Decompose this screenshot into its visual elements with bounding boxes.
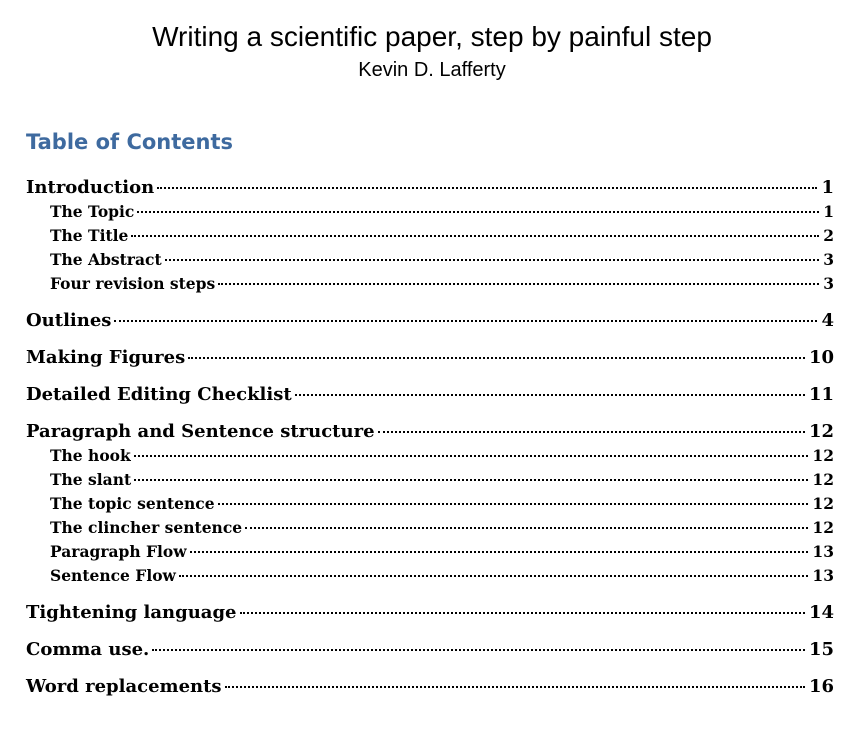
toc-entry-label: Paragraph Flow xyxy=(50,542,187,561)
toc-entry[interactable] xyxy=(26,600,834,625)
toc-entry[interactable] xyxy=(26,444,834,468)
toc-entry-label: The clincher sentence xyxy=(50,518,243,537)
toc-entry[interactable] xyxy=(26,272,834,296)
toc-entry-page: 4 xyxy=(821,310,834,331)
toc-list xyxy=(26,175,834,699)
toc-dot-leader xyxy=(137,211,819,213)
toc-entry-label: The Topic xyxy=(50,202,135,221)
toc-entry-page: 10 xyxy=(808,347,834,368)
toc-entry-page: 16 xyxy=(808,676,834,697)
toc-entry-label: Comma use. xyxy=(26,639,150,660)
toc-dot-leader xyxy=(134,455,809,457)
toc-dot-leader xyxy=(378,431,805,433)
toc-entry-label: The Title xyxy=(50,226,129,245)
toc-dot-leader xyxy=(225,686,805,688)
toc-entry-label: The slant xyxy=(50,470,132,489)
toc-entry-label: Introduction xyxy=(26,177,155,198)
toc-entry[interactable] xyxy=(26,248,834,272)
toc-entry-page: 1 xyxy=(823,202,834,221)
toc-dot-leader xyxy=(240,612,805,614)
toc-entry[interactable] xyxy=(26,516,834,540)
toc-entry-label: Outlines xyxy=(26,310,112,331)
toc-dot-leader xyxy=(157,187,817,189)
toc-entry-page: 12 xyxy=(812,470,834,489)
toc-entry-page: 1 xyxy=(821,177,834,198)
document-author: Kevin D. Lafferty xyxy=(358,59,506,81)
toc-entry[interactable] xyxy=(26,345,834,370)
toc-dot-leader xyxy=(179,575,809,577)
toc-entry[interactable] xyxy=(26,308,834,333)
toc-entry-page: 15 xyxy=(808,639,834,660)
toc-dot-leader xyxy=(134,479,808,481)
toc-entry[interactable] xyxy=(26,492,834,516)
toc-entry-page: 12 xyxy=(812,494,834,513)
toc-entry[interactable] xyxy=(26,175,834,200)
toc-entry-page: 12 xyxy=(808,421,834,442)
toc-entry-label: Making Figures xyxy=(26,347,186,368)
toc-dot-leader xyxy=(131,235,819,237)
toc-entry-label: Sentence Flow xyxy=(50,566,176,585)
toc-entry[interactable] xyxy=(26,674,834,699)
toc-dot-leader xyxy=(245,527,808,529)
document-title: Writing a scientific paper, step by painful step xyxy=(152,21,712,52)
toc-entry-label: The hook xyxy=(50,446,131,465)
toc-entry-label: Tightening language xyxy=(26,602,237,623)
toc-entry-page: 11 xyxy=(808,384,834,405)
toc-dot-leader xyxy=(295,394,805,396)
toc-entry-page: 3 xyxy=(823,250,834,269)
toc-entry-label: The topic sentence xyxy=(50,494,215,513)
toc-entry[interactable] xyxy=(26,224,834,248)
toc-entry-page: 12 xyxy=(812,518,834,537)
toc-dot-leader xyxy=(165,259,820,261)
toc-entry-label: Word replacements xyxy=(26,676,222,697)
toc-dot-leader xyxy=(218,283,819,285)
toc-entry-page: 12 xyxy=(812,446,834,465)
toc-entry[interactable] xyxy=(26,637,834,662)
toc-heading: Table of Contents xyxy=(26,130,234,154)
toc-entry[interactable] xyxy=(26,540,834,564)
toc-entry-label: Four revision steps xyxy=(50,274,216,293)
toc-entry[interactable] xyxy=(26,419,834,444)
toc-dot-leader xyxy=(190,551,809,553)
toc-dot-leader xyxy=(152,649,805,651)
toc-entry-page: 3 xyxy=(823,274,834,293)
toc-entry[interactable] xyxy=(26,200,834,224)
toc-dot-leader xyxy=(114,320,817,322)
toc-entry[interactable] xyxy=(26,382,834,407)
toc-entry-label: Detailed Editing Checklist xyxy=(26,384,292,405)
toc-entry-label: Paragraph and Sentence structure xyxy=(26,421,375,442)
toc-dot-leader xyxy=(218,503,809,505)
toc-dot-leader xyxy=(188,357,805,359)
toc-entry-page: 14 xyxy=(808,602,834,623)
toc-entry-page: 2 xyxy=(823,226,834,245)
toc-entry[interactable] xyxy=(26,564,834,588)
toc-entry-page: 13 xyxy=(812,566,834,585)
toc-entry-page: 13 xyxy=(812,542,834,561)
toc-entry-label: The Abstract xyxy=(50,250,162,269)
toc-entry[interactable] xyxy=(26,468,834,492)
